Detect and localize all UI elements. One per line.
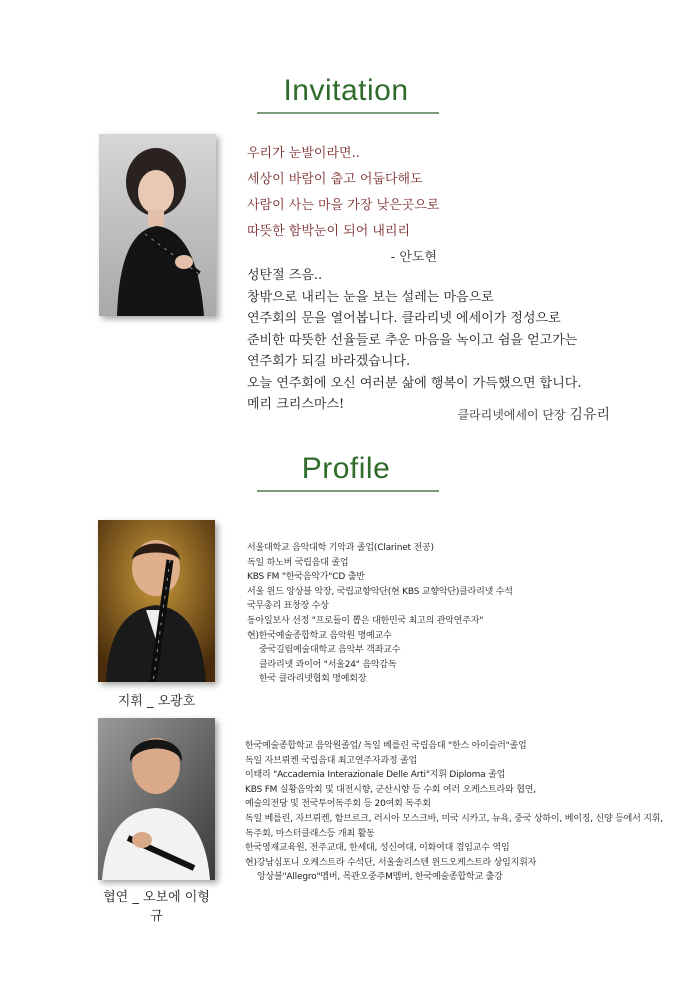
signature-name: 김유리 — [569, 407, 610, 423]
letter-line: 연주회가 되길 바라겠습니다. — [247, 354, 411, 369]
poem-line: 사람이 사는 마을 가장 낮은곳으로 — [247, 198, 440, 213]
bio-line: 독일 자브뤼켄 국립음대 최고연주자과정 졸업 — [245, 755, 418, 766]
bio-line: 독일 하노버 국립음대 졸업 — [247, 557, 349, 568]
poem-line: 따뜻한 함박눈이 되어 내리리 — [247, 224, 411, 239]
bio-line: 중국길림예술대학교 음악부 객좌교수 — [259, 645, 401, 656]
profile-heading: Profile — [301, 452, 391, 485]
bio-line: 서울대학교 음악대학 기악과 졸업(Clarinet 전공) — [247, 543, 434, 553]
director-photo — [99, 134, 216, 316]
bio-line: KBS FM "한국음악가"CD 출반 — [247, 572, 365, 583]
oboist-photo — [98, 718, 215, 880]
conductor-bio — [247, 541, 513, 687]
invitation-letter — [247, 265, 647, 416]
poem-line: 세상이 바람이 춥고 어둡다해도 — [247, 172, 423, 187]
invitation-heading-rule — [257, 112, 439, 114]
signature-title: 클라리넷에세이 단장 — [457, 408, 566, 422]
bio-line: 서울 윈드 앙상블 악장, 국립교향악단(현 KBS 교향악단)클라리넷 수석 — [247, 586, 513, 597]
letter-line: 창밖으로 내리는 눈을 보는 설레는 마음으로 — [247, 289, 494, 305]
bio-line: 한국 클라리넷협회 명예회장 — [259, 674, 367, 685]
conductor-photo — [98, 520, 215, 682]
poem — [247, 141, 447, 271]
bio-line: 국무총리 표창장 수상 — [247, 601, 329, 612]
signature — [420, 404, 610, 424]
bio-line: 이태리 "Accademia Interazionale Delle Arti"지휘 Diploma 졸업 — [245, 770, 506, 781]
poem-line: 우리가 눈발이라면.. — [247, 146, 360, 161]
bio-line: 현)강남심포니 오케스트라 수석단, 서울솔리스텐 윈드오케스트라 상임지휘자 — [245, 857, 537, 868]
bio-line: 독일 베를린, 자브뤼켄, 함브르크, 러시아 모스크바, 미국 시카고, 뉴욕, 중국 상하이, 베이징, 신양 등에서 지휘, — [245, 813, 663, 824]
poem-author: - 안도현 — [390, 250, 437, 265]
bio-line: 클라리넷 콰이어 "서울24" 음악감독 — [259, 659, 397, 670]
bio-line: 한국예술종합학교 음악원졸업/ 독일 베를린 국립음대 "한스 아이슬러"졸업 — [245, 741, 527, 751]
letter-line: 연주회의 문을 열어봅니다. 클라리넷 에세이가 정성으로 — [247, 311, 561, 326]
letter-line: 오늘 연주회에 오신 여러분 삶에 행복이 가득했으면 합니다. — [247, 375, 582, 391]
bio-line: KBS FM 실황음악회 및 대전시향, 군산시향 등 수회 여러 오케스트라와 협연, — [245, 784, 536, 795]
letter-line: 성탄절 즈음.. — [247, 268, 323, 283]
bio-line: 독주회, 마스터클래스등 개최 활동 — [245, 828, 375, 839]
bio-line: 동아일보사 선정 "프로들이 뽑은 대한민국 최고의 관악연주자" — [247, 615, 484, 626]
oboist-caption: 협연 _ 오보에 이형규 — [103, 890, 210, 924]
conductor-caption: 지휘 _ 오광호 — [117, 694, 196, 709]
bio-line: 예술의전당 및 전국투어독주회 등 20여회 독주회 — [245, 799, 431, 810]
invitation-heading: Invitation — [283, 74, 409, 107]
oboist-bio — [245, 739, 663, 885]
bio-line: 현)한국예술종합학교 음악원 명예교수 — [247, 630, 392, 641]
bio-line: 앙상블"Allegro"멤버, 목관오중주M멤버, 한국예술종합학교 출강 — [257, 872, 503, 883]
letter-line: 메리 크리스마스! — [247, 397, 345, 412]
bio-line: 한국영재교육원, 전주교대, 한세대, 성신여대, 이화여대 겸임교수 역임 — [245, 843, 510, 854]
letter-line: 준비한 따뜻한 선율들로 추운 마음을 녹이고 쉼을 얻고가는 — [247, 332, 578, 348]
profile-heading-rule — [257, 490, 439, 492]
